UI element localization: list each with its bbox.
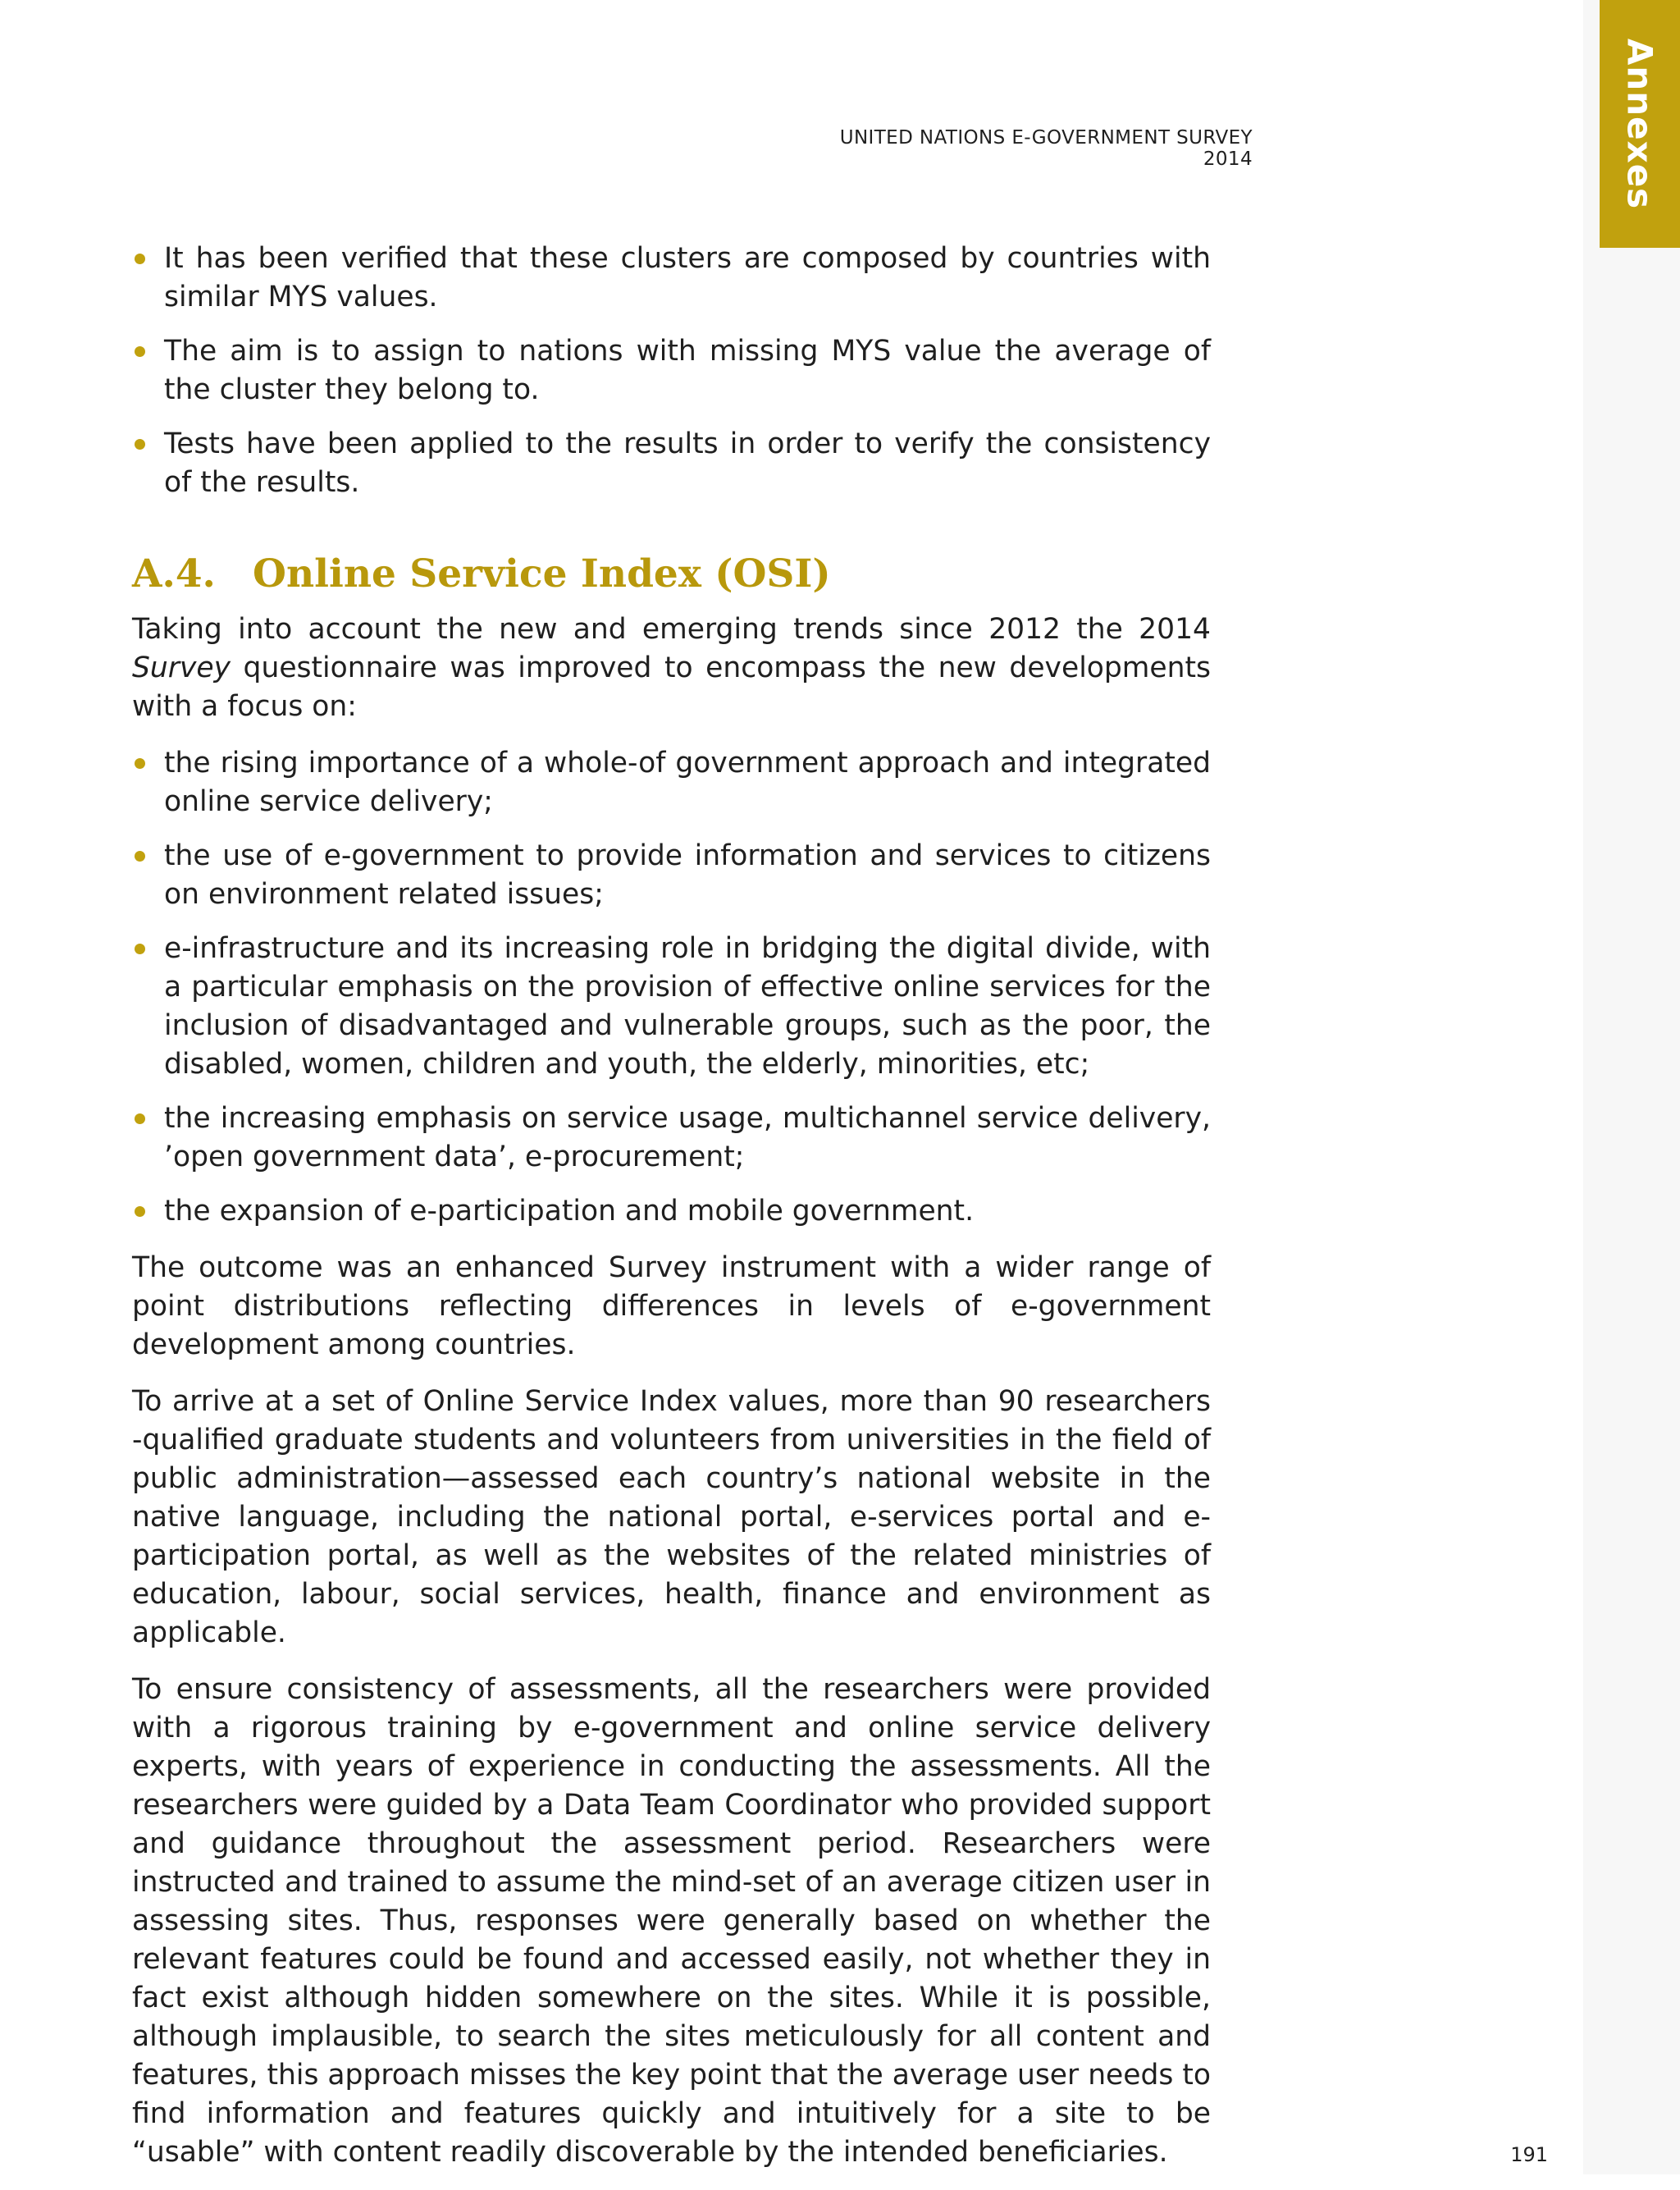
bullet-dot-icon xyxy=(135,758,145,769)
bullet-item xyxy=(132,837,1211,914)
section-title: Online Service Index (OSI) xyxy=(253,551,831,597)
bullet-item xyxy=(132,930,1211,1084)
intro-paragraph xyxy=(132,610,1211,726)
survey-emphasis: Survey xyxy=(132,652,231,684)
page-content xyxy=(132,240,1211,2190)
bullet-text: the expansion of e-participation and mobile government. xyxy=(164,1195,975,1228)
bullet-dot-icon xyxy=(135,346,145,357)
body-paragraph: To ensure consistency of assessments, all the researchers were provided with a rigorous training by e-government and online service delivery experts, with years of experience in conducting the assessments. All the researchers were guided by a Data Team Coordinator who provided support and guidance throughout the assessment period. Researchers were instructed and trained to assume the mind-set of an average citizen user in assessing sites. Thus, responses were generally based on whether the relevant features could be found and accessed easily, not whether they in fact exist although hidden somewhere on the sites. While it is possible, although implausible, to search the sites meticulously for all content and features, this approach misses the key point that the average user needs to find information and features quickly and intuitively for a site to be “usable” with content readily discoverable by the intended beneficiaries. xyxy=(132,1673,1211,2169)
bullet-dot-icon xyxy=(135,254,145,264)
focus-bullet-list xyxy=(132,744,1211,1231)
intro-text-end: questionnaire was improved to encompass the new developments with a focus on: xyxy=(132,652,1211,723)
bullet-dot-icon xyxy=(135,1206,145,1217)
side-tab-label: Annexes xyxy=(1619,38,1660,210)
bullet-text: Tests have been applied to the results in order to verify the consistency of the results. xyxy=(164,427,1211,499)
bullet-dot-icon xyxy=(135,1113,145,1124)
bullet-dot-icon xyxy=(135,944,145,954)
intro-bullet-list xyxy=(132,240,1211,502)
bullet-text: It has been verified that these clusters are composed by countries with similar MYS values. xyxy=(164,242,1211,313)
bullet-item xyxy=(132,744,1211,821)
bullet-item xyxy=(132,1100,1211,1177)
body-paragraph: The outcome was an enhanced Survey instrument with a wider range of point distributions reflecting differences in levels of e-government development among countries. xyxy=(132,1251,1211,1361)
annexes-side-tab xyxy=(1600,0,1680,248)
bullet-text: e-infrastructure and its increasing role in bridging the digital divide, with a particular emphasis on the provision of effective online services for the inclusion of disadvantaged and vulnerable groups, such as the poor, the disabled, women, children and youth, the elderly, minorities, etc; xyxy=(164,932,1211,1081)
bullet-item xyxy=(132,425,1211,502)
section-heading xyxy=(132,550,1211,599)
bullet-text: The aim is to assign to nations with missing MYS value the average of the cluster they belong to. xyxy=(164,335,1211,406)
bullet-item xyxy=(132,332,1211,409)
bullet-text: the rising importance of a whole-of government approach and integrated online service delivery; xyxy=(164,747,1211,818)
bullet-dot-icon xyxy=(135,439,145,450)
bullet-item xyxy=(132,240,1211,317)
page-edge-shading xyxy=(1583,0,1680,2174)
bullet-text: the use of e-government to provide information and services to citizens on environment related issues; xyxy=(164,839,1211,911)
section-number: A.4. xyxy=(132,551,216,597)
body-paragraph: To arrive at a set of Online Service Index values, more than 90 researchers -qualified graduate students and volunteers from universities in the field of public administration—assessed each country’s national website in the native language, including the national portal, e-services portal and e-participation portal, as well as the websites of the related ministries of education, labour, social services, health, finance and environment as applicable. xyxy=(132,1385,1211,1649)
running-header: UNITED NATIONS E-GOVERNMENT SURVEY 2014 xyxy=(839,127,1253,170)
page-number: 191 xyxy=(1510,2143,1548,2166)
intro-text-start: Taking into account the new and emerging trends since 2012 the 2014 xyxy=(132,613,1211,646)
bullet-item xyxy=(132,1192,1211,1231)
bullet-dot-icon xyxy=(135,851,145,862)
bullet-text: the increasing emphasis on service usage, multichannel service delivery, ’open government data’, e-procurement; xyxy=(164,1102,1211,1173)
